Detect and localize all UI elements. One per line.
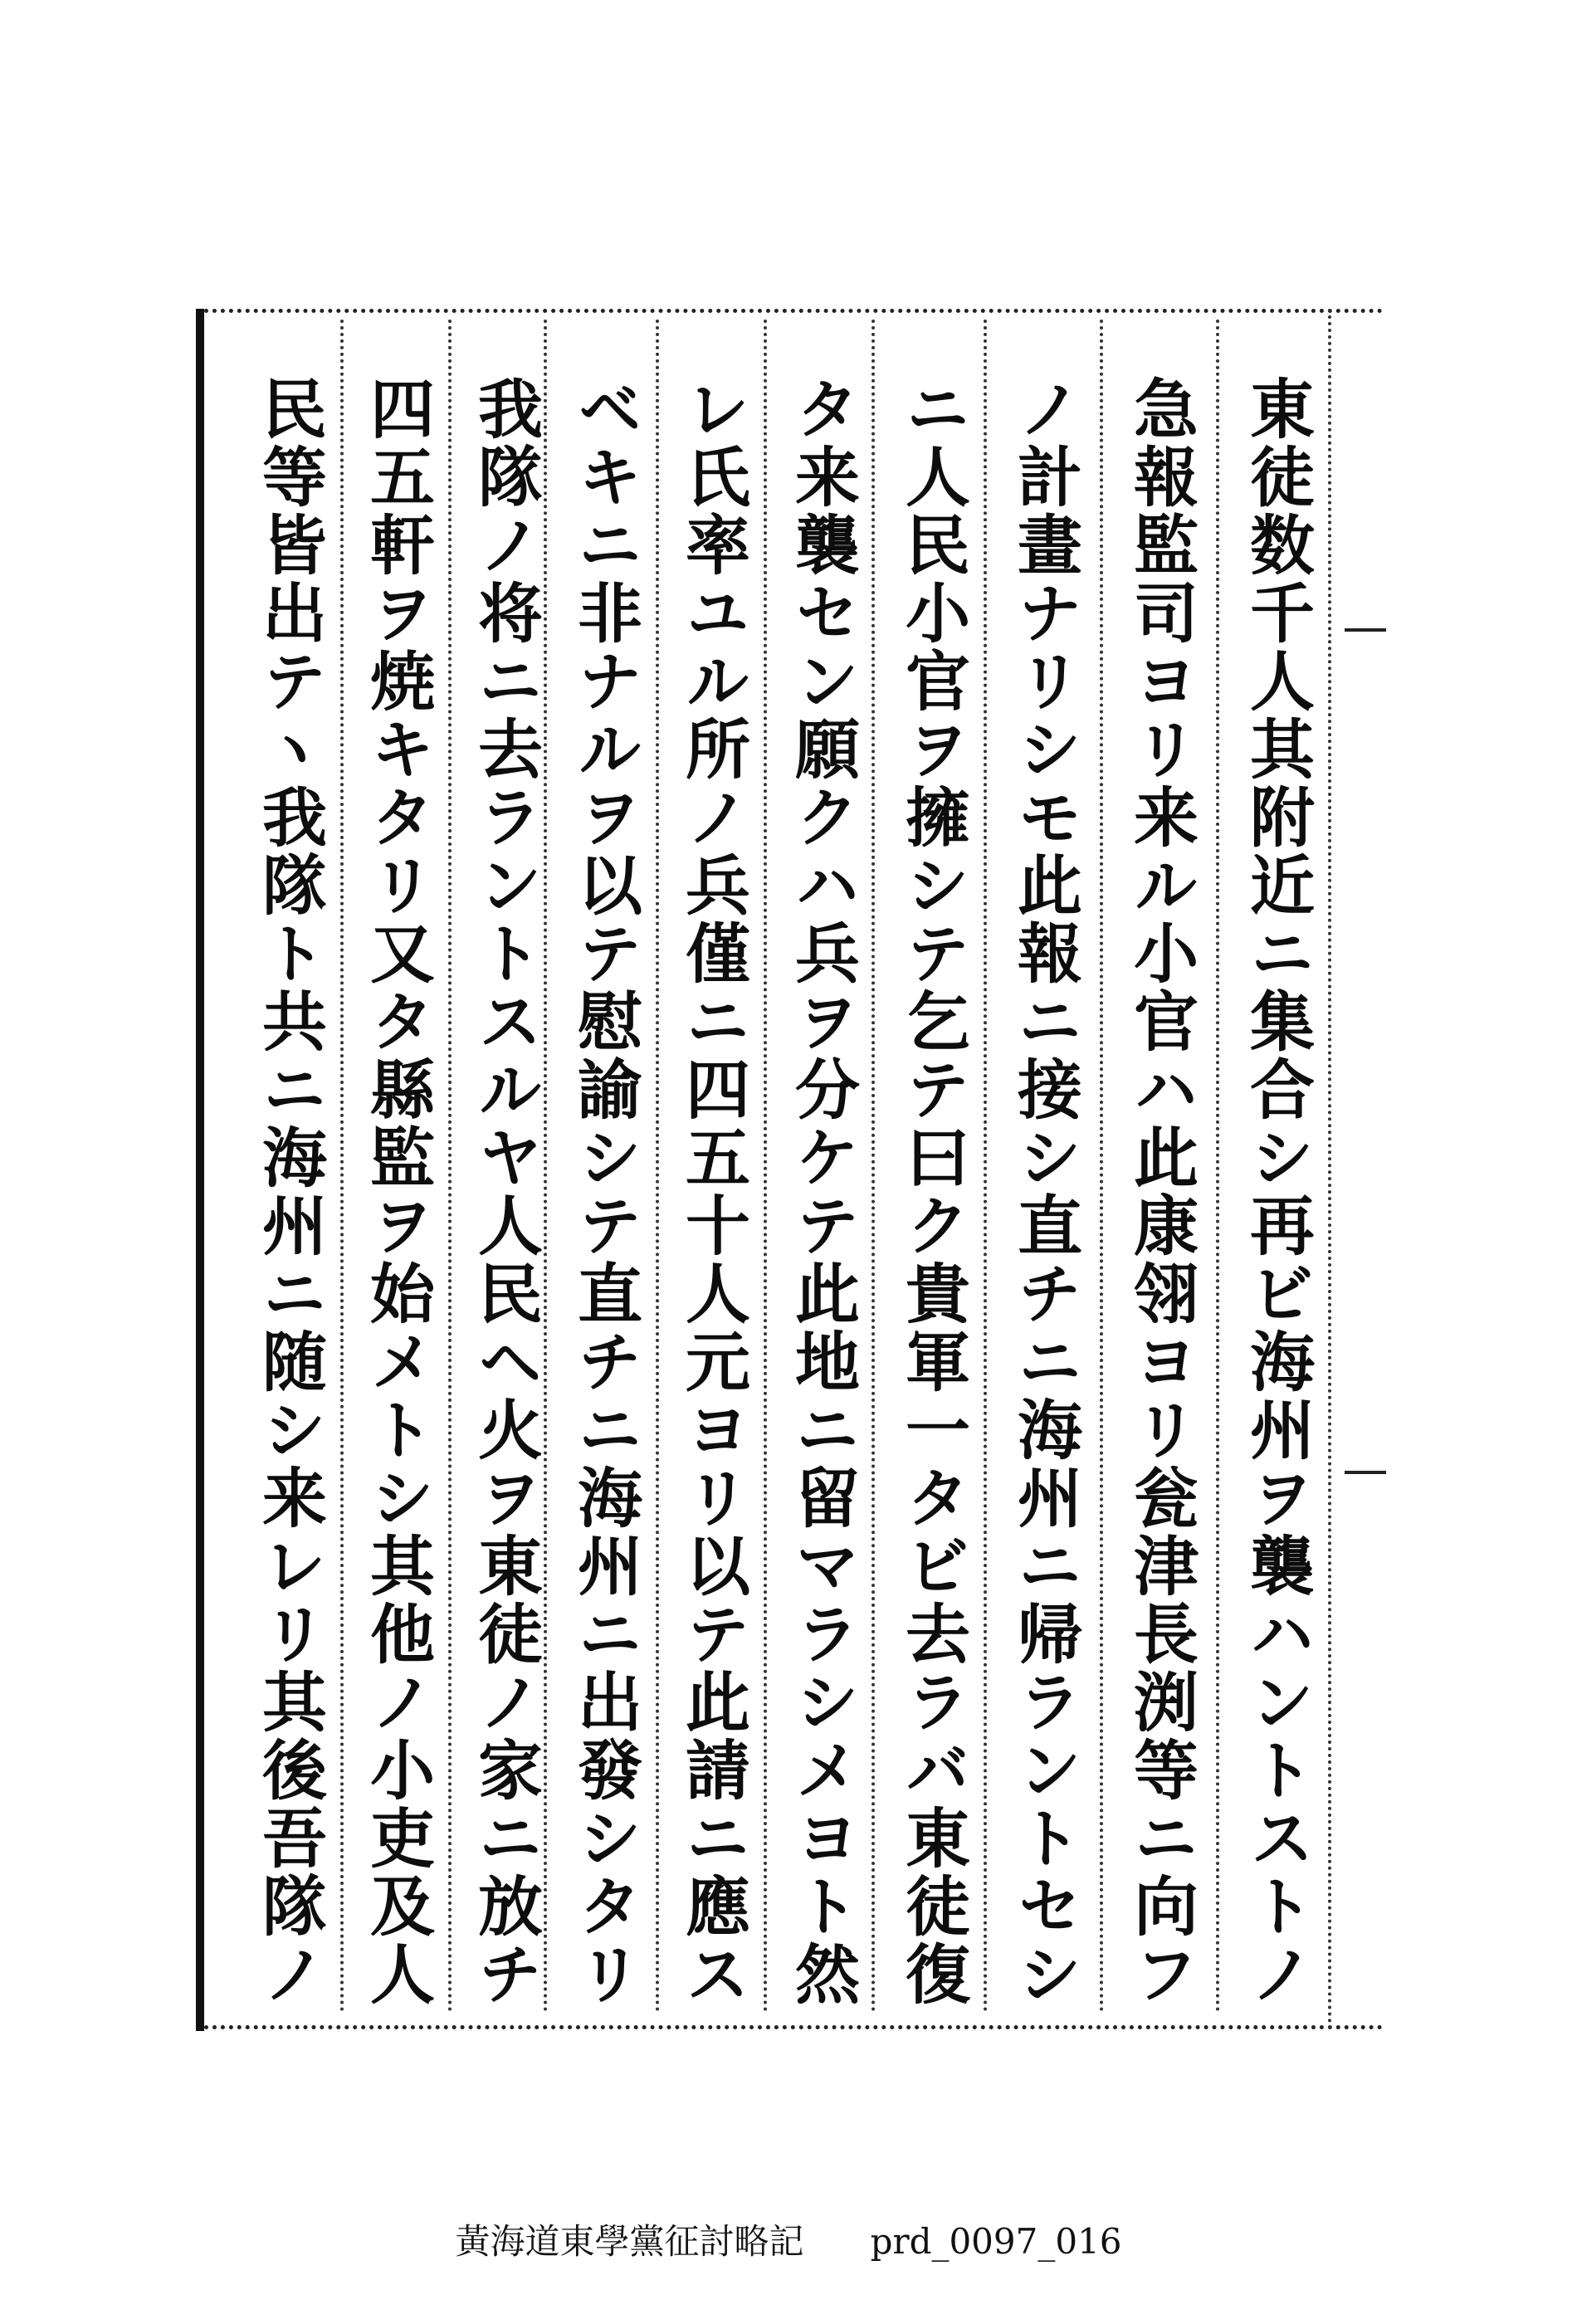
text-column-1: 東徒数千人其附近ニ集合シ再ビ海州ヲ襲ハントストノ bbox=[1239, 375, 1315, 2009]
binding-mark-top bbox=[1345, 628, 1386, 632]
text-column-10: 民等皆出テヽ我隊ト共ニ海州ニ随シ来レリ其後吾隊ノ bbox=[251, 375, 327, 2009]
text-column-8: 我隊ノ将ニ去ラントスルヤ人民ヘ火ヲ東徒ノ家ニ放チ bbox=[467, 375, 543, 2009]
column-rule bbox=[1100, 320, 1103, 2013]
page-caption bbox=[0, 2214, 1577, 2264]
frame-top-border bbox=[204, 309, 1383, 313]
text-column-3: ノ計畫ナリシモ此報ニ接シ直チニ海州ニ帰ラントセシ bbox=[1007, 375, 1082, 2009]
text-column-6: レ氏率ユル所ノ兵僅ニ四五十人元ヨリ以テ此請ニ應ス bbox=[675, 375, 750, 2009]
text-column-9: 四五軒ヲ焼キタリ又タ縣監ヲ始メトシ其他ノ小吏及人 bbox=[359, 375, 435, 2009]
binding-mark-bottom bbox=[1345, 1471, 1386, 1474]
frame-bottom-border bbox=[204, 2025, 1383, 2029]
text-column-5: タ来襲セン願クハ兵ヲ分ケテ此地ニ留マラシメヨト然 bbox=[784, 375, 860, 2009]
column-rule bbox=[1216, 320, 1219, 2013]
text-column-4: ニ人民小官ヲ擁シテ乞テ曰ク貴軍一タビ去ラバ東徒復 bbox=[895, 375, 970, 2009]
text-column-2: 急報監司ヨリ来ル小官ハ此康翎ヨリ瓮津長渕等ニ向フ bbox=[1123, 375, 1199, 2009]
caption-title: 黃海道東學黨征討略記 bbox=[455, 2221, 804, 2262]
text-column-7: ベキニ非ナルヲ以テ慰諭シテ直チニ海州ニ出發シタリ bbox=[567, 375, 642, 2009]
caption-id: prd_0097_016 bbox=[870, 2221, 1122, 2262]
frame-left-border bbox=[196, 309, 204, 2031]
